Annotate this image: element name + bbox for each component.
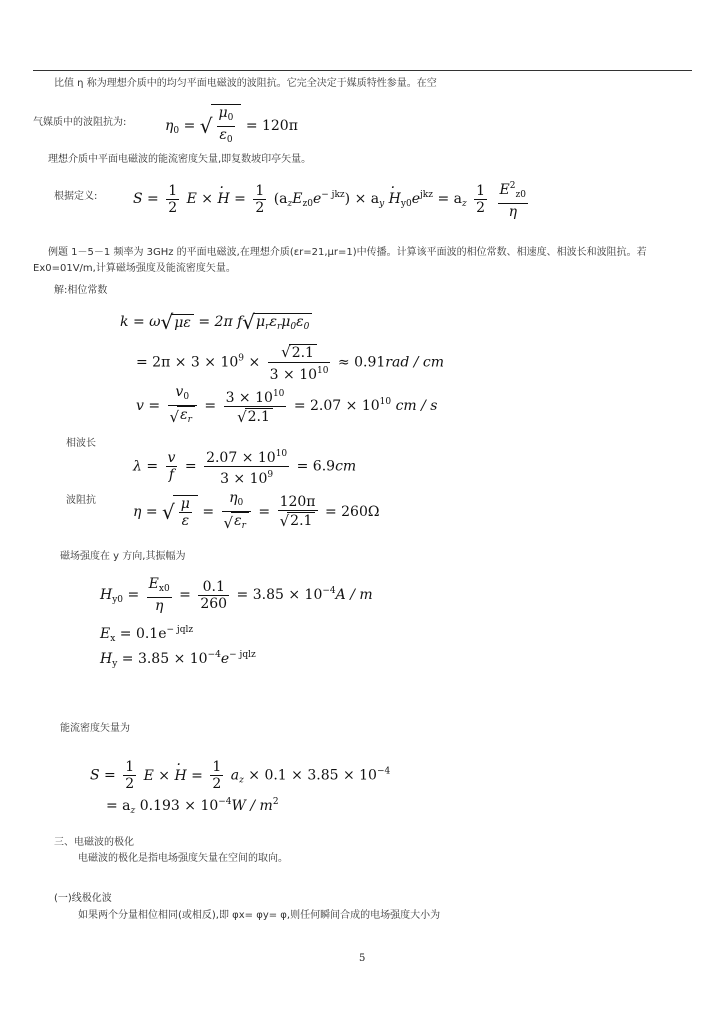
paragraph-definition-label: 根据定义: <box>54 191 98 202</box>
equation-electric-field: $E_x = 0.1e^{- jqlz}$ <box>100 625 194 644</box>
impedance-label: 波阻抗 <box>66 495 96 506</box>
subsection-1-text: 如果两个分量相位相同(或相反),即 φx= φy= φ,则任何瞬间合成的电场强度大小为 <box>78 910 441 921</box>
paragraph-wave-impedance: 比值 η 称为理想介质中的均匀平面电磁波的波阻抗。它完全决定于媒质特性参量。在空 <box>54 78 437 89</box>
equation-magnetic-amplitude: $H_{y0}$ = $\frac{E_{x0}}{\eta}$ = $\frac{0.1}{260}$ = $3.85 \times 10^{-4}A / m$ <box>100 576 373 614</box>
solution-label: 解:相位常数 <box>54 285 108 296</box>
poynting-label: 能流密度矢量为 <box>60 723 130 734</box>
equation-poynting-definition: S = $\frac{1}{2}$ E × · H = $\frac{1}{2}$ $(a_zE_{z0}e^{- jkz}) \times a_y \cdot H_{y0}e^{jkz} = a_z$ $\frac{1}{2}$ $\frac{E^2_{z0}}{\eta}$ <box>133 178 531 220</box>
page-number: 5 <box>359 953 366 964</box>
magnetic-field-label: 磁场强度在 y 方向,其振幅为 <box>60 551 186 562</box>
wavelength-label: 相波长 <box>66 438 96 449</box>
equation-eta0: $\eta_0$ = √ $\frac{\mu_0}{\varepsilon_0}$ = 120π <box>165 104 298 148</box>
equation-phase-constant: k = ω√με = 2π $f√\mu_r\varepsilon_r\mu_0\varepsilon_0$ <box>120 312 312 332</box>
equation-phase-velocity: v = $\frac{v_0}{√\varepsilon_r}$ = $\frac{3 \times 10^{10}}{√2.1}$ = $2.07 \times 10^{10}$ cm / s <box>136 384 438 426</box>
section-3-title: 三、电磁波的极化 <box>54 837 134 848</box>
equation-poynting-result: = $a_z$ $0.193 \times 10^{-4}W / m^2$ <box>106 797 279 816</box>
equation-magnetic-field: $H_y = 3.85 \times 10^{-4}e^{- jqlz}$ <box>100 650 256 669</box>
subsection-1-title: (一)线极化波 <box>54 893 112 904</box>
paragraph-poynting-intro: 理想介质中平面电磁波的能流密度矢量,即复数坡印亭矢量。 <box>48 154 312 165</box>
example-line-1: 例题 1－5－1 频率为 3GHz 的平面电磁波,在理想介质(εr=21,μr=1)中传播。计算该平面波的相位常数、相速度、相波长和波阻抗。若 <box>48 247 647 258</box>
equation-phase-constant-value: = $2\pi \times 3 \times 10^9$ × $\frac{√2.1}{3 \times 10^{10}}$ ≈ 0.91rad / cm <box>136 343 445 383</box>
paragraph-air-impedance-label: 气媒质中的波阻抗为: <box>33 117 127 128</box>
header-rule <box>33 70 692 71</box>
section-3-text: 电磁波的极化是指电场强度矢量在空间的取向。 <box>78 853 288 864</box>
example-line-2: Ex0=01V/m,计算磁场强度及能流密度矢量。 <box>33 263 236 274</box>
equation-poynting-value: S = $\frac{1}{2}$ E × · H = $\frac{1}{2}$ $a_z \times 0.1 \times 3.85 \times 10^{-4}$ <box>90 759 390 792</box>
equation-impedance: η = √ $\frac{\mu}{\varepsilon}$ = $\frac{\eta_0}{√\varepsilon_r}$ = $\frac{120\pi}{√2.1}$ = 260Ω <box>133 490 380 532</box>
equation-wavelength: λ = $\frac{v}{f}$ = $\frac{2.07 \times 10^{10}}{3 \times 10^9}$ = 6.9cm <box>133 446 356 487</box>
